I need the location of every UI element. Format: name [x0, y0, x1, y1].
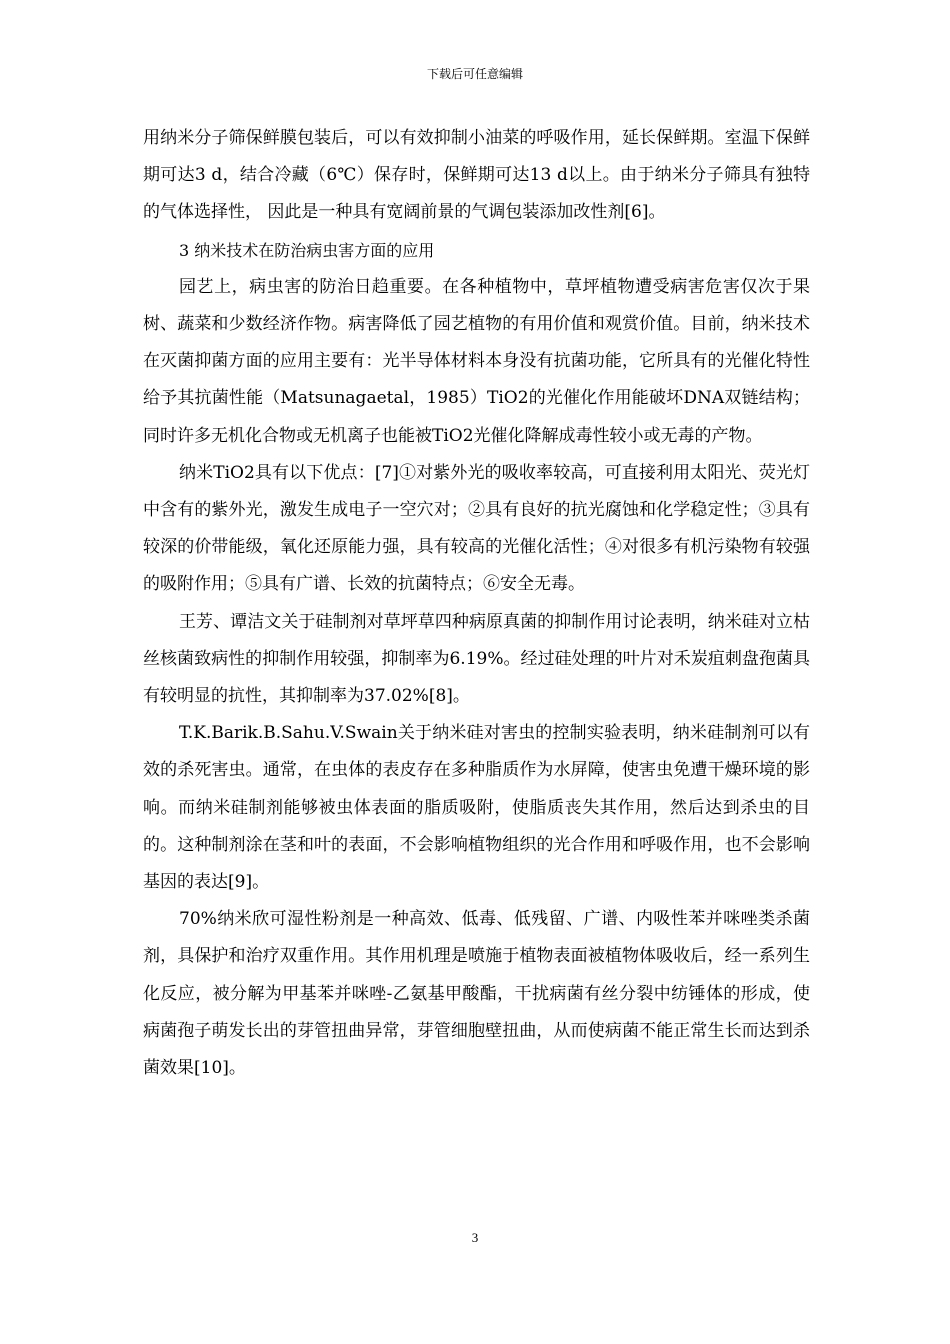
section-heading: 3 纳米技术在防治病虫害方面的应用: [179, 240, 435, 260]
paragraph: 纳米TiO2具有以下优点：[7]①对紫外光的吸收率较高，可直接利用太阳光、荧光灯中含有的紫外光，激发生成电子一空穴对；②具有良好的抗光腐蚀和化学稳定性；③具有较深的价带能级，氧化还原能力强，具有较高的光催化活性；④对很多有机污染物有较强的吸附作用；⑤具有广谱、长效的抗菌特点；⑥安全无毒。: [143, 462, 810, 595]
body-text: [143, 120, 810, 1087]
paragraph: T.K.Barik.B.Sahu.V.Swain关于纳米硅对害虫的控制实验表明，纳米硅制剂可以有效的杀死害虫。通常，在虫体的表皮存在多种脂质作为水屏障，使害虫免遭干燥环境的影响。而纳米硅制剂能够被虫体表面的脂质吸附，使脂质丧失其作用，然后达到杀虫的目的。这种制剂涂在茎和叶的表面，不会影响植物组织的光合作用和呼吸作用，也不会影响基因的表达[9]。: [143, 723, 810, 893]
paragraph: 王芳、谭洁文关于硅制剂对草坪草四种病原真菌的抑制作用讨论表明，纳米硅对立枯丝核菌致病性的抑制作用较强，抑制率为6.19%。经过硅处理的叶片对禾炭疽刺盘孢菌具有较明显的抗性，其抑制率为37.02%[8]。: [143, 611, 810, 707]
paragraph-continuation: 用纳米分子筛保鲜膜包装后，可以有效抑制小油菜的呼吸作用，延长保鲜期。室温下保鲜期可达3 d，结合冷藏（6℃）保存时，保鲜期可达13 d以上。由于纳米分子筛具有独特的气体选择性， 因此是一种具有宽阔前景的气调包装添加改性剂[6]。: [143, 128, 810, 223]
page-header: 下载后可任意编辑: [426, 67, 523, 81]
paragraph: 70%纳米欣可湿性粉剂是一种高效、低毒、低残留、广谱、内吸性苯并咪唑类杀菌剂，具保护和治疗双重作用。其作用机理是喷施于植物表面被植物体吸收后，经一系列生化反应，被分解为甲基苯并咪唑-乙氨基甲酸酯，干扰病菌有丝分裂中纺锤体的形成，使病菌孢子萌发长出的芽管扭曲异常，芽管细胞壁扭曲，从而使病菌不能正常生长而达到杀菌效果[10]。: [143, 909, 810, 1079]
paragraph: 园艺上，病虫害的防治日趋重要。在各种植物中，草坪植物遭受病害危害仅次于果树、蔬菜和少数经济作物。病害降低了园艺植物的有用价值和观赏价值。目前，纳米技术在灭菌抑菌方面的应用主要有：光半导体材料本身没有抗菌功能，它所具有的光催化特性给予其抗菌性能（Matsunagaetal，1985）TiO2的光催化作用能破坏DNA双链结构；同时许多无机化合物或无机离子也能被TiO2光催化降解成毒性较小或无毒的产物。: [143, 276, 810, 446]
page-number: 3: [471, 1230, 479, 1245]
